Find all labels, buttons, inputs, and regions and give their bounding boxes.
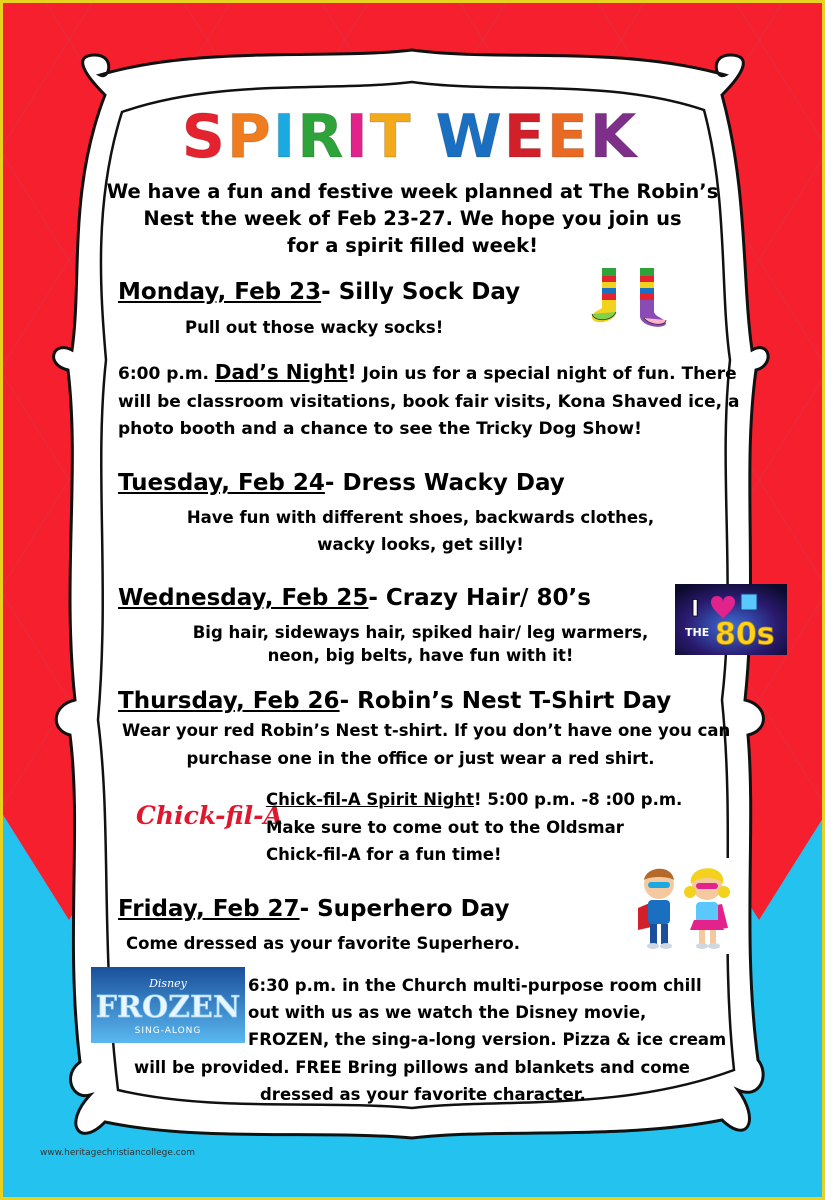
wednesday-heading [118,585,591,611]
tuesday-date: Tuesday, Feb 24 [118,470,325,496]
wednesday-description-1: Big hair, sideways hair, spiked hair/ leg warmers, [192,623,649,642]
badge-80s-text: 80s [715,617,775,652]
friday-theme: - Superhero Day [299,896,510,922]
wednesday-date: Wednesday, Feb 25 [118,585,369,611]
chick-fil-a-line-1 [266,790,682,809]
chick-fil-a-time: ! 5:00 p.m. -8 :00 p.m. [474,790,683,809]
monday-description: Pull out those wacky socks! [185,318,444,337]
thursday-theme: - Robin’s Nest T-Shirt Day [339,688,672,714]
frozen-sing-along-image [91,967,245,1043]
monday-heading [118,279,520,305]
dads-night-line-2: will be classroom visitations, book fair visits, Kona Shaved ice, a [118,392,740,412]
chick-fil-a-logo [132,778,283,836]
dads-night-line-1 [118,360,737,384]
friday-movie-line-5: dressed as your favorite character. [260,1085,586,1104]
thursday-description-1: Wear your red Robin’s Nest t-shirt. If you don’t have one you can [122,721,731,740]
title-letter: E [503,102,547,172]
intro-line-2: Nest the week of Feb 23-27. We hope you join us [143,207,682,230]
wednesday-description-2: neon, big belts, have fun with it! [267,646,574,665]
monday-theme: - Silly Sock Day [321,279,521,305]
intro-line-1: We have a fun and festive week planned at The Robin’s [106,180,719,203]
title-letter: I [345,102,370,172]
silly-socks-icon [588,266,670,328]
i-love-80s-image [675,584,787,655]
wednesday-theme: - Crazy Hair/ 80’s [368,585,591,611]
chick-fil-a-line-3: Chick-fil-A for a fun time! [266,845,502,864]
chick-fil-a-logo-text: Chick-fil-A [136,801,283,830]
thursday-description-2: purchase one in the office or just wear a red shirt. [186,749,655,768]
thursday-heading [118,688,671,714]
friday-movie-line-2: out with us as we watch the Disney movie, [248,1003,647,1022]
title-letter [413,102,436,172]
title-letter: K [589,102,639,172]
friday-movie-line-3: FROZEN, the sing-a-long version. Pizza & ice cream [248,1030,727,1049]
dads-night-text-1: Join us for a special night of fun. There [356,364,737,384]
chick-fil-a-line-2: Make sure to come out to the Oldsmar [266,818,624,837]
title-letter: T [369,102,413,172]
tuesday-description-2: wacky looks, get silly! [317,535,524,554]
title-letter: R [297,102,346,172]
tuesday-heading [118,470,565,496]
dads-night-label: Dad’s Night [214,360,348,384]
badge-i-text: I [691,597,700,622]
chick-fil-a-event: Chick-fil-A Spirit Night [266,790,475,809]
intro-line-3: for a spirit filled week! [286,234,538,257]
superhero-kids-image [630,858,742,954]
spirit-week-title [170,102,650,172]
frozen-disney-text: Disney [149,977,187,990]
title-letter: I [272,102,298,172]
badge-the-text: THE [685,626,710,639]
friday-movie-line-1: 6:30 p.m. in the Church multi-purpose room chill [248,976,702,995]
monday-date: Monday, Feb 23 [118,279,322,305]
watermark-text: www.heritagechristiancollege.com [40,1148,195,1158]
frozen-title-text: FROZEN [95,990,241,1025]
title-letter: W [435,102,504,172]
frozen-sub-text: SING-ALONG [134,1026,202,1036]
title-letter: P [226,102,273,172]
dads-night-exclaim: ! [347,360,357,384]
tuesday-description-1: Have fun with different shoes, backwards clothes, [186,508,655,527]
friday-movie-line-4: will be provided. FREE Bring pillows and blankets and come [134,1058,690,1077]
title-letter: S [181,102,227,172]
friday-heading [118,896,509,922]
cube-icon [741,594,757,610]
dads-night-line-3: photo booth and a chance to see the Tricky Dog Show! [118,419,642,439]
thursday-date: Thursday, Feb 26 [118,688,340,714]
friday-date: Friday, Feb 27 [118,896,300,922]
tuesday-theme: - Dress Wacky Day [324,470,565,496]
dads-night-time: 6:00 p.m. [118,364,215,384]
title-letter: E [546,102,590,172]
friday-description: Come dressed as your favorite Superhero. [126,934,520,953]
